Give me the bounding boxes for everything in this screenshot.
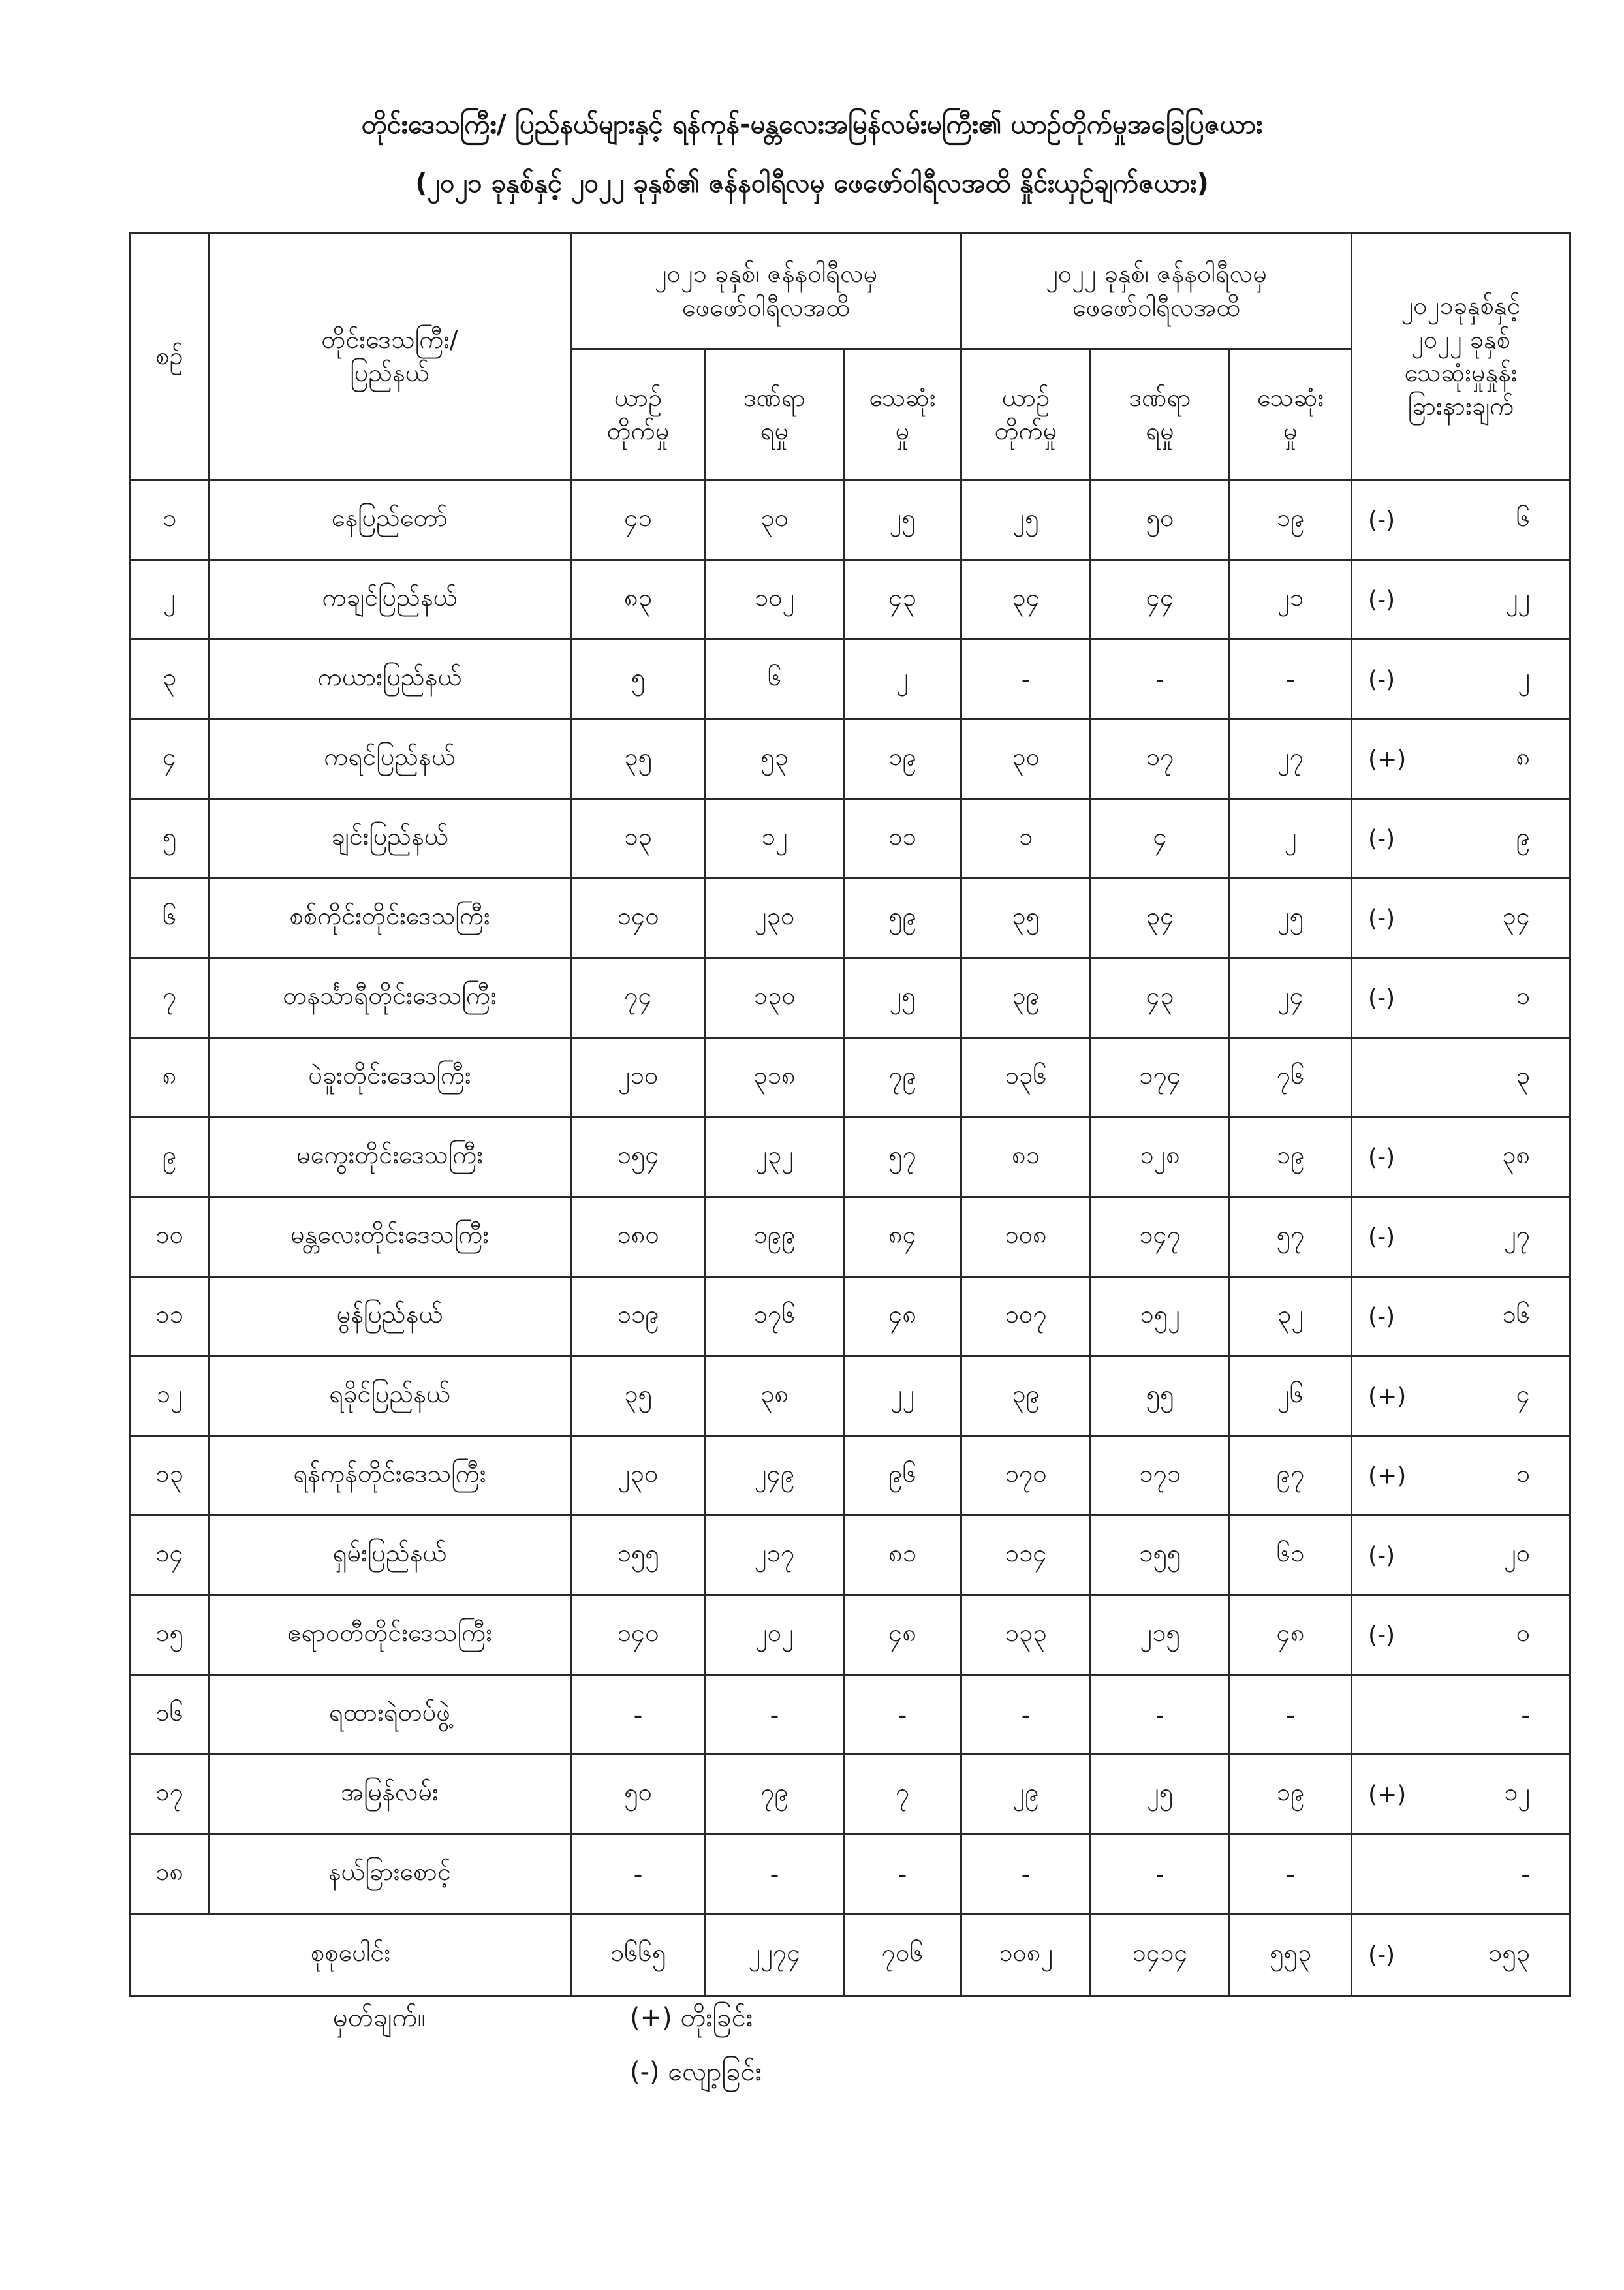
total-value-d1: ၇၀၆ <box>844 1914 961 1996</box>
deaths-2021-header: သေဆုံး မှု <box>844 349 961 480</box>
row-value-a1: ၁၅၅ <box>571 1516 706 1595</box>
row-value-a1: ၁၃ <box>571 799 706 879</box>
table-row <box>131 560 1570 640</box>
row-value-a2: - <box>961 1834 1091 1914</box>
row-value-a2: ၁၀၈ <box>961 1197 1091 1277</box>
row-value-d1: ၈၄ <box>844 1197 961 1277</box>
row-value-i2: ၅၀ <box>1091 480 1230 560</box>
row-serial: ၄ <box>131 719 209 799</box>
table-row <box>131 1436 1570 1516</box>
document-subtitle: (၂၀၂၁ ခုနှစ်နှင့် ၂၀၂၂ ခုနှစ်၏ ဇန်နဝါရီလမှ ဖေဖော်ဝါရီလအထိ နှိုင်းယှဉ်ချက်ဇယား) <box>415 168 1209 198</box>
row-value-i1: ၁၀၂ <box>706 560 844 640</box>
row-region-name: တနင်္သာရီတိုင်းဒေသကြီး <box>209 958 571 1038</box>
row-value-i1: ၂၃၀ <box>706 879 844 958</box>
row-value-d1: ၄၃ <box>844 560 961 640</box>
row-value-i2: - <box>1091 1834 1230 1914</box>
row-value-d1: ၂၅ <box>844 958 961 1038</box>
difference-value: ၁၆ <box>1502 1299 1531 1328</box>
difference-sign: (-) <box>1368 825 1396 852</box>
row-serial: ၁၄ <box>131 1516 209 1595</box>
row-region-name: မန္တလေးတိုင်းဒေသကြီး <box>209 1197 571 1277</box>
total-value-a2: ၁၀၈၂ <box>961 1914 1091 1996</box>
row-value-a1: - <box>571 1675 706 1755</box>
difference-value: ၆ <box>1516 503 1531 532</box>
row-value-i1: ၆ <box>706 640 844 719</box>
row-region-name: ကယားပြည်နယ် <box>209 640 571 719</box>
difference-sign: (-) <box>1368 1144 1396 1170</box>
row-serial: ၁၇ <box>131 1755 209 1834</box>
row-difference <box>1352 879 1570 958</box>
difference-sign: (+) <box>1368 1781 1407 1808</box>
row-value-i2: ၁၅၂ <box>1091 1277 1230 1357</box>
row-value-d2: ၂၁ <box>1230 560 1352 640</box>
row-region-name: စစ်ကိုင်းတိုင်းဒေသကြီး <box>209 879 571 958</box>
difference-value: ၈ <box>1516 742 1531 771</box>
row-value-a2: ၃၄ <box>961 560 1091 640</box>
table-row <box>131 1038 1570 1118</box>
row-value-d2: ၅၇ <box>1230 1197 1352 1277</box>
row-difference <box>1352 640 1570 719</box>
difference-sign: (-) <box>1368 984 1396 1011</box>
row-serial: ၁၁ <box>131 1277 209 1357</box>
difference-sign: (-) <box>1368 666 1396 693</box>
row-value-i1: ၁၉၉ <box>706 1197 844 1277</box>
row-value-a1: - <box>571 1834 706 1914</box>
difference-sign: (+) <box>1368 1462 1407 1489</box>
row-value-d1: ၇၉ <box>844 1038 961 1118</box>
row-value-a1: ၃၅ <box>571 1357 706 1436</box>
difference-value: ၃ <box>1516 1060 1531 1090</box>
row-value-i2: ၃၄ <box>1091 879 1230 958</box>
row-serial: ၉ <box>131 1118 209 1197</box>
row-value-a1: ၇၄ <box>571 958 706 1038</box>
row-value-i1: ၇၉ <box>706 1755 844 1834</box>
row-region-name: ချင်းပြည်နယ် <box>209 799 571 879</box>
difference-value: ၁ <box>1516 1458 1531 1488</box>
row-region-name: ဧရာဝတီတိုင်းဒေသကြီး <box>209 1595 571 1675</box>
difference-value: ၂၂ <box>1505 582 1531 612</box>
period-2021-header: ၂၀၂၁ ခုနှစ်၊ ဇန်နဝါရီလမှ ဖေဖော်ဝါရီလအထိ <box>571 233 961 349</box>
difference-sign: (-) <box>1368 1223 1396 1250</box>
row-serial: ၁၅ <box>131 1595 209 1675</box>
row-serial: ၁၂ <box>131 1357 209 1436</box>
difference-value: ၁ <box>1516 980 1531 1010</box>
difference-sign: (-) <box>1368 507 1396 533</box>
row-difference <box>1352 1436 1570 1516</box>
row-serial: ၁ <box>131 480 209 560</box>
difference-sign: (-) <box>1368 1542 1396 1569</box>
row-value-d2: ၃၂ <box>1230 1277 1352 1357</box>
table-row <box>131 1595 1570 1675</box>
row-difference <box>1352 799 1570 879</box>
difference-value: ၄ <box>1516 1379 1531 1408</box>
row-value-d2: ၁၉ <box>1230 1118 1352 1197</box>
row-value-d1: ၂၂ <box>844 1357 961 1436</box>
difference-sign: (+) <box>1368 1383 1407 1409</box>
row-value-i1: ၅၃ <box>706 719 844 799</box>
difference-value: - <box>1521 1859 1531 1889</box>
row-value-d1: ၇ <box>844 1755 961 1834</box>
row-value-a2: - <box>961 640 1091 719</box>
difference-value: - <box>1521 1700 1531 1729</box>
row-value-d2: - <box>1230 1675 1352 1755</box>
row-serial: ၅ <box>131 799 209 879</box>
region-header: တိုင်းဒေသကြီး/ ပြည်နယ် <box>209 233 571 480</box>
note-plus: (+) တိုးခြင်း <box>630 2003 753 2033</box>
difference-sign: (+) <box>1368 745 1407 772</box>
total-difference <box>1352 1914 1570 1996</box>
difference-sign: (-) <box>1368 905 1396 932</box>
row-value-a2: - <box>961 1675 1091 1755</box>
row-value-i2: ၁၇၁ <box>1091 1436 1230 1516</box>
row-value-i1: ၂၀၂ <box>706 1595 844 1675</box>
row-value-d2: ၄၈ <box>1230 1595 1352 1675</box>
difference-value: ၂၀ <box>1503 1538 1531 1567</box>
row-difference <box>1352 1834 1570 1914</box>
row-value-a1: ၁၄၀ <box>571 1595 706 1675</box>
row-difference <box>1352 958 1570 1038</box>
row-value-d2: ၂၇ <box>1230 719 1352 799</box>
row-value-d1: ၄၈ <box>844 1595 961 1675</box>
row-value-d1: ၂ <box>844 640 961 719</box>
row-value-d2: ၆၁ <box>1230 1516 1352 1595</box>
row-value-i1: ၃၁၈ <box>706 1038 844 1118</box>
row-value-a2: ၁၃၆ <box>961 1038 1091 1118</box>
row-value-a1: ၅ <box>571 640 706 719</box>
row-value-d2: - <box>1230 1834 1352 1914</box>
row-serial: ၁၆ <box>131 1675 209 1755</box>
row-value-d2: - <box>1230 640 1352 719</box>
row-value-i2: ၂၁၅ <box>1091 1595 1230 1675</box>
row-value-i1: ၁၃၀ <box>706 958 844 1038</box>
row-difference <box>1352 480 1570 560</box>
row-value-a2: ၃၉ <box>961 1357 1091 1436</box>
row-value-i1: ၁၂ <box>706 799 844 879</box>
row-value-i2: ၄ <box>1091 799 1230 879</box>
row-value-d1: - <box>844 1675 961 1755</box>
accidents-2021-header: ယာဉ် တိုက်မှု <box>571 349 706 480</box>
row-value-d2: ၇၆ <box>1230 1038 1352 1118</box>
row-value-i1: ၂၄၉ <box>706 1436 844 1516</box>
row-value-a1: ၁၁၉ <box>571 1277 706 1357</box>
row-value-a2: ၃၀ <box>961 719 1091 799</box>
row-difference <box>1352 1197 1570 1277</box>
table-row <box>131 1118 1570 1197</box>
row-value-a1: ၂၃၀ <box>571 1436 706 1516</box>
note-minus: (-) လျော့ခြင်း <box>630 2057 762 2087</box>
table-row <box>131 958 1570 1038</box>
row-serial: ၇ <box>131 958 209 1038</box>
table-row <box>131 1197 1570 1277</box>
table-row <box>131 879 1570 958</box>
row-value-a1: ၁၅၄ <box>571 1118 706 1197</box>
row-difference <box>1352 1038 1570 1118</box>
total-value-d2: ၅၅၃ <box>1230 1914 1352 1996</box>
total-row <box>131 1914 1570 1996</box>
row-value-i2: ၁၅၅ <box>1091 1516 1230 1595</box>
row-value-d2: ၂၅ <box>1230 879 1352 958</box>
row-value-d1: ၁၁ <box>844 799 961 879</box>
deaths-2022-header: သေဆုံး မှု <box>1230 349 1352 480</box>
injured-2021-header: ဒဏ်ရာ ရမှု <box>706 349 844 480</box>
table-row <box>131 1834 1570 1914</box>
row-difference <box>1352 1357 1570 1436</box>
row-value-i1: ၃၈ <box>706 1357 844 1436</box>
table-body <box>131 480 1570 1996</box>
row-region-name: အမြန်လမ်း <box>209 1755 571 1834</box>
serial-header: စဉ် <box>131 233 209 480</box>
difference-value: ၁၂ <box>1503 1777 1531 1806</box>
row-value-i2: ၁၇ <box>1091 719 1230 799</box>
row-value-i1: ၂၁၇ <box>706 1516 844 1595</box>
row-value-a1: ၈၃ <box>571 560 706 640</box>
row-region-name: ကချင်ပြည်နယ် <box>209 560 571 640</box>
table-row <box>131 480 1570 560</box>
row-value-a2: ၁၃၃ <box>961 1595 1091 1675</box>
period-2022-header: ၂၀၂၂ ခုနှစ်၊ ဇန်နဝါရီလမှ ဖေဖော်ဝါရီလအထိ <box>961 233 1352 349</box>
row-value-a1: ၁၄၀ <box>571 879 706 958</box>
difference-sign: (-) <box>1368 586 1396 613</box>
table-row <box>131 1357 1570 1436</box>
row-value-a1: ၃၅ <box>571 719 706 799</box>
row-difference <box>1352 1277 1570 1357</box>
row-value-a2: ၂၉ <box>961 1755 1091 1834</box>
accidents-2022-header: ယာဉ် တိုက်မှု <box>961 349 1091 480</box>
row-value-a2: ၃၉ <box>961 958 1091 1038</box>
row-value-a1: ၅၀ <box>571 1755 706 1834</box>
table-row <box>131 1277 1570 1357</box>
row-value-i2: ၁၇၄ <box>1091 1038 1230 1118</box>
row-value-i1: ၂၃၂ <box>706 1118 844 1197</box>
row-difference <box>1352 1516 1570 1595</box>
row-region-name: မကွေးတိုင်းဒေသကြီး <box>209 1118 571 1197</box>
difference-sign: (-) <box>1368 1303 1396 1330</box>
row-value-a2: ၈၁ <box>961 1118 1091 1197</box>
document-title: တိုင်းဒေသကြီး/ ပြည်နယ်များနှင့် ရန်ကုန်-မန္တလေးအမြန်လမ်းမကြီး၏ ယာဉ်တိုက်မှုအခြေပြဇယား <box>361 110 1263 140</box>
row-value-a2: ၁၀၇ <box>961 1277 1091 1357</box>
row-serial: ၁၃ <box>131 1436 209 1516</box>
table-row <box>131 719 1570 799</box>
difference-value: ၁၅၃ <box>1488 1937 1531 1967</box>
row-value-i2: - <box>1091 640 1230 719</box>
row-value-i2: ၁၂၈ <box>1091 1118 1230 1197</box>
row-difference <box>1352 1755 1570 1834</box>
row-region-name: ပဲခူးတိုင်းဒေသကြီး <box>209 1038 571 1118</box>
row-value-a2: ၃၅ <box>961 879 1091 958</box>
row-value-d2: ၂၆ <box>1230 1357 1352 1436</box>
table-row <box>131 1675 1570 1755</box>
row-value-a1: ၁၈၀ <box>571 1197 706 1277</box>
row-value-i1: - <box>706 1675 844 1755</box>
row-value-d1: ၄၈ <box>844 1277 961 1357</box>
row-value-a2: ၁ <box>961 799 1091 879</box>
row-serial: ၈ <box>131 1038 209 1118</box>
row-value-i1: - <box>706 1834 844 1914</box>
row-value-d1: ၉၆ <box>844 1436 961 1516</box>
table-row <box>131 1755 1570 1834</box>
note-label: မှတ်ချက်။ <box>333 2003 426 2033</box>
row-region-name: နေပြည်တော် <box>209 480 571 560</box>
accident-table <box>129 232 1571 1997</box>
row-difference <box>1352 1595 1570 1675</box>
difference-value: ၂ <box>1518 662 1531 691</box>
row-region-name: နယ်ခြားစောင့် <box>209 1834 571 1914</box>
table-row <box>131 799 1570 879</box>
row-region-name: ရှမ်းပြည်နယ် <box>209 1516 571 1595</box>
row-value-i1: ၁၇၆ <box>706 1277 844 1357</box>
row-value-i1: ၃၀ <box>706 480 844 560</box>
row-value-i2: - <box>1091 1675 1230 1755</box>
row-value-a1: ၂၁၀ <box>571 1038 706 1118</box>
row-serial: ၂ <box>131 560 209 640</box>
row-value-i2: ၄၄ <box>1091 560 1230 640</box>
total-value-a1: ၁၆၆၅ <box>571 1914 706 1996</box>
difference-value: ၂၇ <box>1503 1219 1531 1249</box>
difference-sign: (-) <box>1368 1941 1396 1968</box>
table-row <box>131 640 1570 719</box>
row-value-d2: ၂ <box>1230 799 1352 879</box>
row-region-name: ရန်ကုန်တိုင်းဒေသကြီး <box>209 1436 571 1516</box>
row-value-d2: ၉၇ <box>1230 1436 1352 1516</box>
row-difference <box>1352 719 1570 799</box>
difference-value: ၃၄ <box>1502 901 1531 930</box>
row-serial: ၁၈ <box>131 1834 209 1914</box>
row-value-a1: ၄၁ <box>571 480 706 560</box>
row-difference <box>1352 1675 1570 1755</box>
row-value-d1: ၅၉ <box>844 879 961 958</box>
difference-value: ၉ <box>1516 821 1531 851</box>
row-value-d1: ၂၅ <box>844 480 961 560</box>
row-serial: ၃ <box>131 640 209 719</box>
total-value-i2: ၁၄၁၄ <box>1091 1914 1230 1996</box>
injured-2022-header: ဒဏ်ရာ ရမှု <box>1091 349 1230 480</box>
row-value-a2: ၂၅ <box>961 480 1091 560</box>
total-value-i1: ၂၂၇၄ <box>706 1914 844 1996</box>
row-value-a2: ၁၇၀ <box>961 1436 1091 1516</box>
row-value-a2: ၁၁၄ <box>961 1516 1091 1595</box>
row-serial: ၆ <box>131 879 209 958</box>
total-label: စုစုပေါင်း <box>131 1914 571 1996</box>
row-value-i2: ၂၅ <box>1091 1755 1230 1834</box>
row-value-d2: ၁၉ <box>1230 480 1352 560</box>
row-value-d1: - <box>844 1834 961 1914</box>
difference-value: ၀ <box>1516 1618 1531 1647</box>
difference-value: ၃၈ <box>1501 1140 1531 1169</box>
table-row <box>131 1516 1570 1595</box>
row-value-d1: ၈၁ <box>844 1516 961 1595</box>
row-difference <box>1352 560 1570 640</box>
row-region-name: ကရင်ပြည်နယ် <box>209 719 571 799</box>
row-value-i2: ၄၃ <box>1091 958 1230 1038</box>
row-value-d1: ၅၇ <box>844 1118 961 1197</box>
row-serial: ၁၀ <box>131 1197 209 1277</box>
row-region-name: ရထားရဲတပ်ဖွဲ့ <box>209 1675 571 1755</box>
row-value-d2: ၂၄ <box>1230 958 1352 1038</box>
row-difference <box>1352 1118 1570 1197</box>
row-region-name: မွန်ပြည်နယ် <box>209 1277 571 1357</box>
row-value-i2: ၁၄၇ <box>1091 1197 1230 1277</box>
difference-sign: (-) <box>1368 1622 1396 1648</box>
row-region-name: ရခိုင်ပြည်နယ် <box>209 1357 571 1436</box>
row-value-d2: ၁၉ <box>1230 1755 1352 1834</box>
comparison-header: ၂၀၂၁ခုနှစ်နှင့် ၂၀၂၂ ခုနှစ် သေဆုံးမှုနှုန်း ခြားနားချက် <box>1352 233 1570 480</box>
row-value-d1: ၁၉ <box>844 719 961 799</box>
row-value-i2: ၅၅ <box>1091 1357 1230 1436</box>
